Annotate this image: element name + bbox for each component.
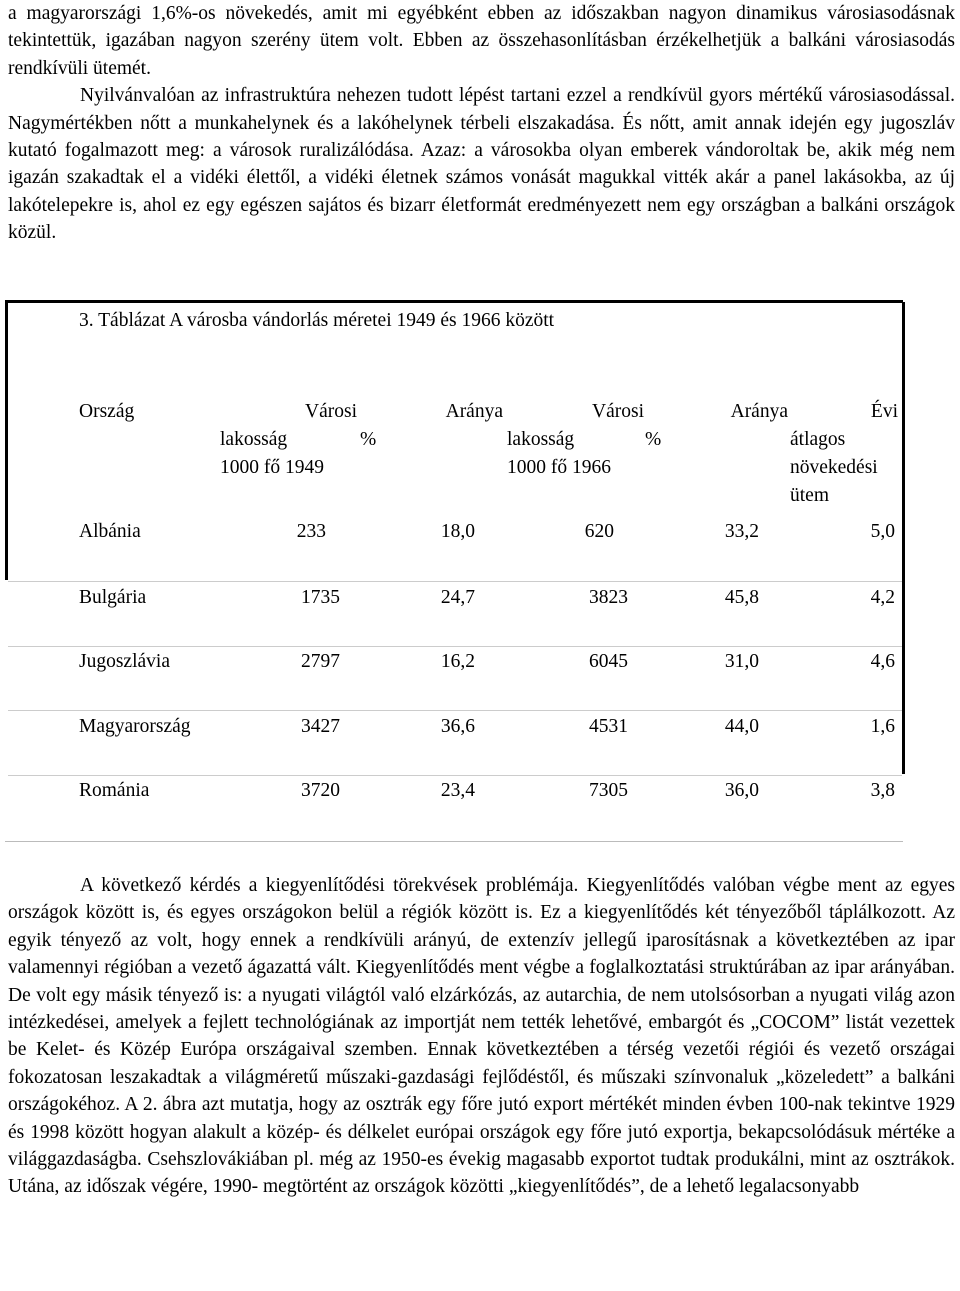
cell-country: Jugoszlávia <box>79 651 170 672</box>
cell-share1966: 36,0 <box>724 780 759 801</box>
header-share1966: Aránya % <box>645 401 788 450</box>
table-right-border <box>902 302 905 774</box>
paragraph-intro <box>8 0 955 247</box>
cell-growth: 1,6 <box>870 716 895 737</box>
cell-growth: 4,6 <box>870 651 895 672</box>
header-pop1966: Városi lakosság 1000 fő 1966 <box>507 401 644 478</box>
cell-pop1966: 3823 <box>589 587 628 608</box>
header-growth: Évi átlagos növekedési ütem <box>790 401 898 506</box>
row-divider <box>8 775 902 776</box>
cell-pop1949: 3427 <box>301 716 340 737</box>
cell-growth: 4,2 <box>870 587 895 608</box>
cell-share1949: 36,6 <box>440 716 475 737</box>
cell-share1949: 23,4 <box>440 780 475 801</box>
row-divider <box>8 581 902 582</box>
cell-share1966: 44,0 <box>724 716 759 737</box>
paragraph-intro-text: a magyarországi 1,6%-os növekedés, amit mi egyébként ebben az időszakban nagyon dinamikus városiasodásnak tekintettük, igazában nagyon szerény ütem volt. Ebben az összehasonlításban érzékelhetjük a balkáni városiasodás rendkívüli ütemét. <box>8 3 955 79</box>
cell-country: Bulgária <box>79 587 147 608</box>
cell-share1949: 18,0 <box>440 521 475 542</box>
cell-pop1966: 7305 <box>589 780 628 801</box>
cell-share1949: 16,2 <box>440 651 475 672</box>
cell-share1966: 45,8 <box>724 587 759 608</box>
cell-share1966: 33,2 <box>724 521 759 542</box>
cell-pop1949: 233 <box>296 521 326 542</box>
cell-share1949: 24,7 <box>440 587 475 608</box>
cell-growth: 3,8 <box>870 780 895 801</box>
cell-pop1966: 6045 <box>589 651 628 672</box>
cell-pop1949: 1735 <box>301 587 340 608</box>
cell-share1966: 31,0 <box>724 651 759 672</box>
cell-pop1949: 3720 <box>301 780 340 801</box>
paragraph-intro-text-2: Nyilvánvalóan az infrastruktúra nehezen tudott lépést tartani ezzel a rendkívül gyors mértékű városiasodással. Nagymértékben nőtt a munkahelynek és a lakóhelynek térbeli elszakadása. És nőtt, amit annak idején egy jugoszláv kutató fogalmazott meg: a városok ruralizálódása. Azaz: a városokba olyan emberek vándoroltak be, akik még nem igazán szakadtak el a vidéki élettől, a vidéki életnek számos vonását magukkal vitték akár a panel lakásokba, az új lakótelepekre is, ahol ez egy egészen sajátos és bizarr életformát eredményezett nem egy országban a balkáni országok közül. <box>8 85 955 244</box>
cell-pop1966: 620 <box>584 521 614 542</box>
row-divider <box>8 646 902 647</box>
table-caption: 3. Táblázat A városba vándorlás méretei 1949 és 1966 között <box>79 310 555 331</box>
cell-pop1949: 2797 <box>301 651 340 672</box>
paragraph-equalization: A következő kérdés a kiegyenlítődési törekvések problémája. Kiegyenlítődés valóban végbe ment az egyes országok között is, és egyes országokon belül a régiók között is. Ez a kiegyenlítődés két tényezőből táplálkozott. Az egyik tényező az volt, hogy ennek a rendkívüli arányú, de extenzív jellegű iparosításnak a következtében az ipar valamennyi régióban a vezető ágazattá vált. Kiegyenlítődés ment végbe a foglalkoztatási struktúrában az ipar arányában. De volt egy másik tényező is: a nyugati világtól való elzárkózás, az autarchia, de nem utolsósorban a nyugati világ azon intézkedései, amelyek a fejlett technológiának az importját nem tették lehetővé, embargót és „COCOM” listát vezettek be Kelet- és Közép Európa országaival szemben. Ennak következtében a térség vezetői régiói és vezető országai fokozatosan leszakadtak a világméretű műszaki-gazdasági fejlődéstől, és műszaki színvonaluk „közeledett” a balkáni országokéhoz. A 2. ábra azt mutatja, hogy az osztrák egy főre jutó export mértékét minden évben 100-nak tekintve 1929 és 1998 között hogyan alakult a közép- és délkelet európai országok egy főre jutó exportja, bekapcsolódásuk mértéke a világgazdaságba. Csehszlovákiában pl. még az 1950-es évekig magasabb exportot tudtak produkálni, mint az osztrákok. Utána, az időszak végére, 1990- megtörtént az országok közötti „kiegyenlítődés”, de a lehető legalacsonyabb <box>8 875 955 1198</box>
table-left-border <box>5 302 8 580</box>
cell-country: Magyarország <box>79 716 191 737</box>
row-divider <box>8 710 902 711</box>
table-top-border <box>5 300 903 303</box>
cell-growth: 5,0 <box>870 521 895 542</box>
header-pop1949: Városi lakosság 1000 fő 1949 <box>220 401 357 478</box>
header-country: Ország <box>79 401 135 422</box>
cell-country: Románia <box>79 780 150 801</box>
table-bottom-border <box>5 841 903 842</box>
cell-pop1966: 4531 <box>589 716 628 737</box>
header-share1949: Aránya % <box>360 401 503 450</box>
cell-country: Albánia <box>79 521 141 542</box>
